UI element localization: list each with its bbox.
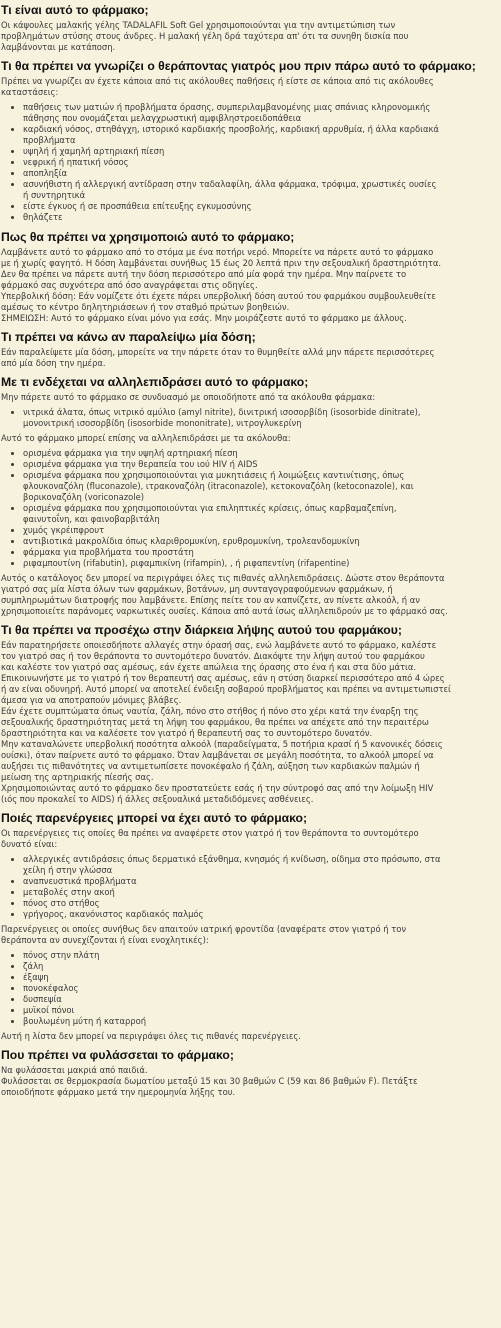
list-item bbox=[23, 558, 497, 569]
text-line: δυνατό είναι: bbox=[1, 839, 58, 849]
text-line: πόνος στην πλάτη bbox=[23, 950, 100, 960]
list-item bbox=[23, 909, 497, 920]
text-line: θηλάζετε bbox=[23, 212, 63, 222]
text-line: προβλήματα bbox=[23, 135, 76, 145]
list-item bbox=[23, 146, 497, 157]
text-line: καταστάσεις: bbox=[1, 87, 59, 97]
text-line: Μην καταναλώνετε υπερβολική ποσότητα αλκοόλ (παραδείγματα, 5 ποτήρια κρασί ή 5 κανονικές δόσεις bbox=[1, 739, 443, 749]
text-line: φαινυτοΐνη, και φαινοβαρβιτάλη bbox=[23, 514, 160, 524]
text-line: δυσπεψία bbox=[23, 994, 62, 1004]
text-line: παθήσεις των ματιών ή προβλήματα όρασης, συμπεριλαμβανομένης μιας σπάνιας κληρονομικής bbox=[23, 102, 431, 112]
paragraph bbox=[1, 392, 497, 403]
text-line: δραστηριότητα και να καλέσετε τον γιατρό ή θεραπευτή σας το συντομότερο δυνατόν. bbox=[1, 728, 373, 738]
section-heading: Που πρέπει να φυλάσσεται το φάρμακο; bbox=[1, 1048, 234, 1062]
text-line: φλουκοναζόλη (fluconazole), ιτρακοναζόλη (itraconazole), κετοκοναζόλη (ketoconazole), και bbox=[23, 481, 414, 491]
section bbox=[1, 808, 497, 1042]
list-item bbox=[23, 448, 497, 459]
section-heading: Τι θα πρέπει να γνωρίζει ο θεράποντας γιατρός μου πριν πάρω αυτό το φάρμακο; bbox=[1, 59, 476, 73]
text-line: θεράποντα αν συνεχίζονται ή είναι ενοχλητικές): bbox=[1, 935, 209, 945]
text-line: Οι κάψουλες μαλακής γέλης TADALAFIL Soft Gel χρησιμοποιούνται για την αντιμετώπιση των bbox=[1, 20, 396, 30]
list-item bbox=[23, 536, 497, 547]
text-line: χυμός γκρέιπφρουτ bbox=[23, 525, 105, 535]
text-line: Δεν θα πρέπει να πάρετε αυτή την δόση περισσότερο από μία φορά την ημέρα. Μην παίρνετε το bbox=[1, 269, 407, 279]
text-line: φάρμακό σας συχνότερα από όσο αναγράφεται στις οδηγίες. bbox=[1, 280, 258, 290]
list-item bbox=[23, 887, 497, 898]
paragraph bbox=[1, 640, 497, 805]
text-line: Πρέπει να γνωρίζει αν έχετε κάποια από τις ακόλουθες παθήσεις ή είστε σε κάποια από τις ακόλουθες bbox=[1, 76, 434, 86]
section bbox=[1, 620, 497, 805]
text-line: Αυτό το φάρμακο μπορεί επίσης να αλληλεπιδράσει με τα ακόλουθα: bbox=[1, 433, 291, 443]
list-item bbox=[23, 525, 497, 536]
paragraph bbox=[1, 20, 497, 53]
section-heading: Με τι ενδέχεται να αλληλεπιδράσει αυτό το φάρμακο; bbox=[1, 375, 309, 389]
paragraph bbox=[1, 573, 497, 617]
list-item bbox=[23, 950, 497, 961]
section-heading: Τι πρέπει να κάνω αν παραλείψω μία δόση; bbox=[1, 330, 256, 344]
bullet-list bbox=[1, 950, 497, 1027]
paragraph bbox=[1, 924, 497, 946]
section-heading: Πως θα πρέπει να χρησιμοποιώ αυτό το φάρμακο; bbox=[1, 230, 295, 244]
section bbox=[1, 227, 497, 324]
text-line: Φυλάσσεται σε θερμοκρασία δωματίου μεταξύ 15 και 30 βαθμών C (59 και 86 βαθμών F). Πετάξτε bbox=[1, 1076, 418, 1086]
text-line: αντιβιοτικά μακρολίδια όπως κλαριθρομυκίνη, ερυθρομυκίνη, τρολεανδομυκίνη bbox=[23, 536, 360, 546]
text-line: ορισμένα φάρμακα για την υψηλή αρτηριακή πίεση bbox=[23, 448, 238, 458]
text-line: καρδιακή νόσος, στηθάγχη, ιστορικό καρδιακής προσβολής, καρδιακή αρρυθμία, ή άλλα καρδιακά bbox=[23, 124, 439, 134]
text-line: σεξουαλικής δραστηριότητας μετά τη λήψη του φαρμάκου, θα πρέπει να απέχετε από την περαιτέρω bbox=[1, 717, 429, 727]
text-line: μείωση της αρτηριακής πίεσής σας. bbox=[1, 772, 154, 782]
text-line: βουλωμένη μύτη ή καταρροή bbox=[23, 1016, 147, 1026]
text-line: μονονιτρική ισοσορβίδη (isosorbide mononitrate), νιτρογλυκερίνη bbox=[23, 418, 302, 428]
text-line: τον γιατρό σας ή τον θεράποντα το συντομότερο δυνατόν. Διακόψτε την λήψη αυτού του φαρμάκου bbox=[1, 651, 425, 661]
text-line: χείλη ή στην γλώσσα bbox=[23, 865, 113, 875]
text-line: ορισμένα φάρμακα για την θεραπεία του ιού HIV ή AIDS bbox=[23, 459, 258, 469]
text-line: Εάν παρατηρήσετε οποιεσδήποτε αλλαγές στην όρασή σας, ενώ λαμβάνετε αυτό το φάρμακο, καλέστε bbox=[1, 640, 437, 650]
text-line: ουίσκι), όταν παίρνετε αυτό το φάρμακο. Όταν λαμβάνεται σε μεγάλη ποσότητα, το αλκοόλ μπορεί να bbox=[1, 750, 434, 760]
text-line: γρήγορος, ακανόνιστος καρδιακός παλμός bbox=[23, 909, 204, 919]
section bbox=[1, 327, 497, 369]
text-line: αμέσως το κέντρο δηλητηριάσεων ή τον σταθμό πρώτων βοηθειών. bbox=[1, 302, 290, 312]
text-line: χρησιμοποιείτε παράνομες ναρκωτικές ουσίες. Κάποια από αυτά ίσως αλληλεπιδρούν με το φάρμακό σας. bbox=[1, 606, 448, 616]
text-line: είστε έγκυος ή σε προσπάθεια επίτευξης εγκυμοσύνης bbox=[23, 201, 252, 211]
text-line: ζάλη bbox=[23, 961, 44, 971]
text-line: οποιοδήποτε φάρμακο μετά την ημερομηνία λήξης του. bbox=[1, 1087, 236, 1097]
text-line: (ιός που προκαλεί το AIDS) ή άλλες σεξουαλικά μεταδιδόμενες ασθένειες. bbox=[1, 794, 314, 804]
text-line: μυϊκοί πόνοι bbox=[23, 1005, 75, 1015]
text-line: και καλέστε τον γιατρό σας αμέσως, εάν έχετε απώλεια της όρασης στο ένα ή και στα δύο μάτια. bbox=[1, 662, 417, 672]
text-line: από μία δόση την ημέρα. bbox=[1, 358, 106, 368]
list-item bbox=[23, 157, 497, 168]
section-heading: Τι είναι αυτό το φάρμακο; bbox=[1, 3, 149, 17]
list-item bbox=[23, 407, 497, 429]
text-line: πάθησης που ονομάζεται μελαγχρωστική αμφιβληστροειδοπάθεια bbox=[23, 113, 302, 123]
list-item bbox=[23, 898, 497, 909]
text-line: ασυνήθιστη ή αλλεργική αντίδραση στην ταδαλαφίλη, άλλα φάρμακα, τρόφιμα, χρωστικές ουσίες bbox=[23, 179, 437, 189]
list-item bbox=[23, 459, 497, 470]
text-line: πόνος στο στήθος bbox=[23, 898, 100, 908]
paragraph bbox=[1, 247, 497, 324]
text-line: φάρμακα για προβλήματα του προστάτη bbox=[23, 547, 194, 557]
text-line: αλλεργικές αντιδράσεις όπως δερματικό εξάνθημα, κνησμός ή κνίδωση, οίδημα στο πρόσωπο, στα bbox=[23, 854, 441, 864]
paragraph bbox=[1, 828, 497, 850]
bullet-list bbox=[1, 102, 497, 223]
list-item bbox=[23, 102, 497, 124]
list-item bbox=[23, 470, 497, 503]
text-line: ή αν είναι οδυνηρή. Αυτό μπορεί να αποτελεί ένδειξη σοβαρού προβλήματος και πρέπει να αντιμετωπιστεί bbox=[1, 684, 451, 694]
bullet-list bbox=[1, 407, 497, 429]
list-item bbox=[23, 876, 497, 887]
bullet-list bbox=[1, 448, 497, 569]
text-line: Αυτός ο κατάλογος δεν μπορεί να περιγράψει όλες τις πιθανές αλληλεπιδράσεις. Δώστε στον θεράποντα bbox=[1, 573, 445, 583]
section-heading: Ποιές παρενέργειες μπορεί να έχει αυτό το φάρμακο; bbox=[1, 811, 308, 825]
list-item bbox=[23, 854, 497, 876]
text-line: Εάν έχετε συμπτώματα όπως ναυτία, ζάλη, πόνο στο στήθος ή πόνο στο χέρι κατά την έναρξη της bbox=[1, 706, 419, 716]
paragraph bbox=[1, 76, 497, 98]
text-line: Επικοινωνήστε με το γιατρό ή τον θεραπευτή σας αμέσως, εάν η στύση διαρκεί περισσότερο από 4 ώρες bbox=[1, 673, 445, 683]
list-item bbox=[23, 503, 497, 525]
list-item bbox=[23, 1005, 497, 1016]
text-line: αναπνευστικά προβλήματα bbox=[23, 876, 137, 886]
text-line: νεφρική ή ηπατική νόσος bbox=[23, 157, 129, 167]
list-item bbox=[23, 124, 497, 146]
text-line: βορικοναζόλη (voriconazole) bbox=[23, 492, 145, 502]
section bbox=[1, 372, 497, 617]
text-line: Οι παρενέργειες τις οποίες θα πρέπει να αναφέρετε στον γιατρό ή τον θεράποντα το συντομότερο bbox=[1, 828, 419, 838]
list-item bbox=[23, 547, 497, 558]
text-line: ριφαμπουτίνη (rifabutin), ριφαμπικίνη (rifampin), , ή ριφαπεντίνη (rifapentine) bbox=[23, 558, 350, 568]
list-item bbox=[23, 212, 497, 223]
text-line: έξαψη bbox=[23, 972, 49, 982]
paragraph bbox=[1, 433, 497, 444]
text-line: νιτρικά άλατα, όπως νιτρικό αμύλιο (amyl nitrite), δινιτρική ισοσορβίδη (isosorbide dinitrate), bbox=[23, 407, 421, 417]
text-line: συμπληρωμάτων διατροφής που λαμβάνετε. Επίσης πείτε του αν καπνίζετε, αν πίνετε αλκοόλ, ή αν bbox=[1, 595, 420, 605]
text-line: Να φυλάσσεται μακριά από παιδιά. bbox=[1, 1065, 148, 1075]
section bbox=[1, 56, 497, 223]
text-line: ΣΗΜΕΙΩΣΗ: Αυτό το φάρμακο είναι μόνο για εσάς. Μην μοιράζεστε αυτό το φάρμακο με άλλους. bbox=[1, 313, 407, 323]
section-heading: Τι θα πρέπει να προσέχω στην διάρκεια λήψης αυτού του φαρμάκου; bbox=[1, 623, 402, 637]
list-item bbox=[23, 179, 497, 201]
text-line: ή συντηρητικά bbox=[23, 190, 86, 200]
paragraph bbox=[1, 1065, 497, 1098]
text-line: Υπερβολική δόση: Εάν νομίζετε ότι έχετε πάρει υπερβολική δόση αυτού του φαρμάκου συμβουλευθείτε bbox=[1, 291, 436, 301]
list-item bbox=[23, 168, 497, 179]
text-line: αποπληξία bbox=[23, 168, 68, 178]
text-line: Μην πάρετε αυτό το φάρμακο σε συνδυασμό με οποιοδήποτε από τα ακόλουθα φάρμακα: bbox=[1, 392, 376, 402]
text-line: Παρενέργειες οι οποίες συνήθως δεν απαιτούν ιατρική φροντίδα (αναφέρατε στον γιατρό ή τον bbox=[1, 924, 407, 934]
text-line: λαμβάνονται με κατάποση. bbox=[1, 42, 116, 52]
text-line: ορισμένα φάρμακα που χρησιμοποιούνται για επιληπτικές κρίσεις, όπως καρβαμαζεπίνη, bbox=[23, 503, 397, 513]
text-line: αυξήσει τις πιθανότητες να αντιμετωπίσετε πονοκέφαλο ή ζάλη, αύξηση των καρδιακών παλμών ή bbox=[1, 761, 420, 771]
text-line: πονοκέφαλος bbox=[23, 983, 79, 993]
list-item bbox=[23, 994, 497, 1005]
section bbox=[1, 0, 497, 53]
text-line: υψηλή ή χαμηλή αρτηριακή πίεση bbox=[23, 146, 165, 156]
text-line: ορισμένα φάρμακα που χρησιμοποιούνται για μυκητιάσεις ή λοιμώξεις καντινίτισης, όπως bbox=[23, 470, 405, 480]
list-item bbox=[23, 1016, 497, 1027]
list-item bbox=[23, 983, 497, 994]
text-line: γιατρό σας μία λίστα όλων των φαρμάκων, βοτάνων, μη συνταγογραφούμενων φαρμάκων, ή bbox=[1, 584, 393, 594]
text-line: Λαμβάνετε αυτό το φάρμακο από το στόμα με ένα ποτήρι νερό. Μπορείτε να πάρετε αυτό το φάρμακο bbox=[1, 247, 434, 257]
text-line: Εάν παραλείψετε μία δόση, μπορείτε να την πάρετε όταν το θυμηθείτε αλλά μην πάρετε περισσότερες bbox=[1, 347, 435, 357]
text-line: προβλημάτων στύσης στους άνδρες. Η μαλακή γέλη δρά ταχύτερα απ' ότι τα συνηθη δισκία που bbox=[1, 31, 409, 41]
paragraph bbox=[1, 1031, 497, 1042]
section bbox=[1, 1045, 497, 1098]
text-line: Χρησιμοποιώντας αυτό το φάρμακο δεν προστατεύετε εσάς ή την σύντροφό σας από την λοίμωξη HIV bbox=[1, 783, 434, 793]
paragraph bbox=[1, 347, 497, 369]
text-line: με ή χωρίς φαγητό. Η δόση λαμβάνεται συνήθως 15 έως 20 λεπτά πριν την σεξουαλική δραστηριότητα. bbox=[1, 258, 442, 268]
text-line: άμεσα για να αποτραπούν μόνιμες βλάβες. bbox=[1, 695, 182, 705]
text-line: Αυτή η λίστα δεν μπορεί να περιγράψει όλες τις πιθανές παρενέργειες. bbox=[1, 1031, 301, 1041]
list-item bbox=[23, 201, 497, 212]
bullet-list bbox=[1, 854, 497, 920]
text-line: μεταβολές στην ακοή bbox=[23, 887, 115, 897]
list-item bbox=[23, 972, 497, 983]
list-item bbox=[23, 961, 497, 972]
